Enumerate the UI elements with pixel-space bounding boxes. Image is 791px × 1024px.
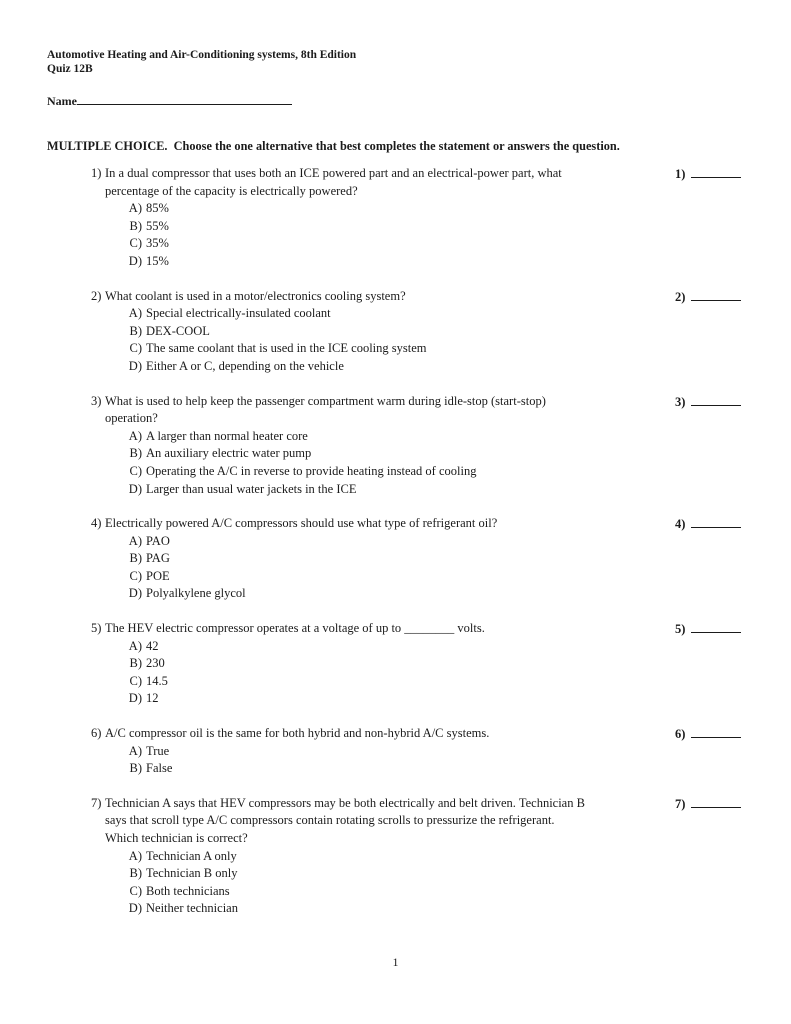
question-text bbox=[47, 515, 667, 533]
answer-slot bbox=[675, 165, 747, 184]
page-number: 1 bbox=[392, 955, 399, 969]
choices-list bbox=[47, 305, 667, 375]
question-number: 2) bbox=[91, 288, 102, 303]
question-number: 3) bbox=[91, 393, 102, 408]
question-number: 5) bbox=[91, 621, 102, 636]
choice-letter: B) bbox=[129, 323, 142, 338]
answer-slot bbox=[675, 725, 747, 744]
choice bbox=[125, 463, 667, 481]
choice bbox=[125, 305, 667, 323]
answer-blank-line bbox=[691, 725, 741, 738]
choice-text: Both technicians bbox=[146, 883, 230, 898]
choice bbox=[125, 585, 667, 603]
choice-letter: D) bbox=[128, 253, 142, 268]
choice bbox=[125, 655, 667, 673]
choices-list bbox=[47, 533, 667, 603]
answer-number: 6) bbox=[675, 727, 686, 742]
answer-blank-line bbox=[691, 795, 741, 808]
answer-number: 7) bbox=[675, 796, 686, 811]
choice-letter: C) bbox=[129, 236, 142, 251]
answer-number: 4) bbox=[675, 517, 686, 532]
choice bbox=[125, 428, 667, 446]
choice-letter: B) bbox=[129, 761, 142, 776]
choice bbox=[125, 533, 667, 551]
question-body bbox=[47, 515, 667, 603]
choice-text: Technician B only bbox=[146, 866, 238, 881]
choice-letter: B) bbox=[129, 551, 142, 566]
answer-number: 2) bbox=[675, 289, 686, 304]
questions-list bbox=[47, 165, 747, 918]
question-block bbox=[47, 620, 747, 708]
choice-text: Larger than usual water jackets in the ICE bbox=[146, 481, 357, 496]
choice-letter: A) bbox=[128, 533, 142, 548]
question-text bbox=[47, 725, 667, 743]
choice-text: 12 bbox=[146, 691, 159, 706]
answer-slot bbox=[675, 795, 747, 814]
question-number: 6) bbox=[91, 726, 102, 741]
answer-blank-line bbox=[691, 288, 741, 301]
answer-blank-line bbox=[691, 165, 741, 178]
choice-letter: A) bbox=[128, 743, 142, 758]
answer-slot bbox=[675, 620, 747, 639]
question-number: 1) bbox=[91, 166, 102, 180]
choice-text: The same coolant that is used in the ICE cooling system bbox=[146, 341, 427, 356]
choice-text: 15% bbox=[146, 253, 169, 268]
question-line-text: What is used to help keep the passenger compartment warm during idle-stop (start-stop) bbox=[105, 393, 546, 408]
choice-letter: B) bbox=[129, 218, 142, 233]
name-blank-line bbox=[77, 93, 292, 105]
choices-list bbox=[47, 200, 667, 270]
choice bbox=[125, 340, 667, 358]
choice bbox=[125, 865, 667, 883]
choice-text: DEX-COOL bbox=[146, 323, 210, 338]
choice-text: PAG bbox=[146, 551, 170, 566]
question-line bbox=[91, 620, 667, 638]
answer-blank-line bbox=[691, 620, 741, 633]
question-text bbox=[47, 165, 667, 200]
question-line: says that scroll type A/C compressors contain rotating scrolls to pressurize the refrigerant. bbox=[105, 813, 555, 828]
choice-text: 42 bbox=[146, 638, 159, 653]
choice-text: Neither technician bbox=[146, 901, 238, 916]
choice-letter: A) bbox=[128, 306, 142, 321]
question-line bbox=[91, 515, 667, 533]
choice-letter: A) bbox=[128, 638, 142, 653]
answer-blank-line bbox=[691, 393, 741, 406]
question-line bbox=[91, 393, 667, 411]
choice bbox=[125, 200, 667, 218]
question-line: Which technician is correct? bbox=[105, 831, 248, 845]
choice bbox=[125, 550, 667, 568]
choice-letter: C) bbox=[129, 673, 142, 688]
question-text bbox=[47, 620, 667, 638]
choice-letter: B) bbox=[129, 446, 142, 461]
question-body bbox=[47, 165, 667, 271]
answer-slot bbox=[675, 393, 747, 412]
choice-text: PAO bbox=[146, 533, 170, 548]
question-body bbox=[47, 795, 667, 918]
question-line: percentage of the capacity is electrically powered? bbox=[105, 183, 358, 198]
choice-letter: A) bbox=[128, 848, 142, 863]
choice bbox=[125, 638, 667, 656]
choice bbox=[125, 445, 667, 463]
choice-letter: C) bbox=[129, 341, 142, 356]
choice-text: Special electrically-insulated coolant bbox=[146, 306, 331, 321]
question-number: 7) bbox=[91, 795, 102, 810]
choice bbox=[125, 481, 667, 499]
answer-slot bbox=[675, 288, 747, 307]
answer-number: 5) bbox=[675, 622, 686, 637]
question-block bbox=[47, 288, 747, 376]
choice-text: 35% bbox=[146, 236, 169, 251]
question-line-text: A/C compressor oil is the same for both hybrid and non-hybrid A/C systems. bbox=[105, 726, 490, 741]
choice bbox=[125, 218, 667, 236]
choice bbox=[125, 690, 667, 708]
choice bbox=[125, 568, 667, 586]
choice-text: 14.5 bbox=[146, 673, 168, 688]
choice-text: Polyalkylene glycol bbox=[146, 586, 246, 601]
choice-letter: B) bbox=[129, 656, 142, 671]
choice-text: Operating the A/C in reverse to provide heating instead of cooling bbox=[146, 463, 477, 478]
choice-letter: C) bbox=[129, 883, 142, 898]
question-body bbox=[47, 393, 667, 499]
choice-text: Either A or C, depending on the vehicle bbox=[146, 358, 344, 373]
question-number: 4) bbox=[91, 516, 102, 531]
choice-text: 85% bbox=[146, 201, 169, 216]
choice bbox=[125, 760, 667, 778]
choice bbox=[125, 358, 667, 376]
choice-letter: A) bbox=[128, 428, 142, 443]
question-line-text: The HEV electric compressor operates at a voltage of up to ________ volts. bbox=[105, 621, 485, 636]
choice-letter: C) bbox=[129, 463, 142, 478]
choice-text: POE bbox=[146, 568, 170, 583]
choice bbox=[125, 900, 667, 918]
section-heading: MULTIPLE CHOICE. Choose the one alternative that best completes the statement or answers the question. bbox=[47, 139, 620, 153]
answer-slot bbox=[675, 515, 747, 534]
choice-text: 230 bbox=[146, 656, 165, 671]
choice-letter: D) bbox=[128, 901, 142, 916]
choice-letter: B) bbox=[129, 866, 142, 881]
choice-letter: D) bbox=[128, 358, 142, 373]
question-line bbox=[91, 165, 667, 183]
question-block bbox=[47, 725, 747, 778]
choice bbox=[125, 743, 667, 761]
question-text bbox=[47, 288, 667, 306]
choice-text: True bbox=[146, 743, 170, 758]
name-label: Name bbox=[47, 94, 77, 108]
choice-letter: C) bbox=[129, 568, 142, 583]
document-title: Automotive Heating and Air-Conditioning systems, 8th Edition bbox=[47, 49, 357, 61]
choice-letter: D) bbox=[128, 481, 142, 496]
question-line-text: Electrically powered A/C compressors should use what type of refrigerant oil? bbox=[105, 516, 498, 531]
choices-list bbox=[47, 638, 667, 708]
question-text bbox=[47, 393, 667, 428]
choice bbox=[125, 323, 667, 341]
answer-blank-line bbox=[691, 515, 741, 528]
question-body bbox=[47, 288, 667, 376]
choices-list bbox=[47, 428, 667, 498]
choice bbox=[125, 673, 667, 691]
question-line bbox=[91, 795, 667, 813]
quiz-label: Quiz 12B bbox=[47, 63, 93, 75]
choice-text: Technician A only bbox=[146, 848, 237, 863]
question-line bbox=[91, 288, 667, 306]
question-block bbox=[47, 393, 747, 499]
choices-list bbox=[47, 743, 667, 778]
choice-letter: D) bbox=[128, 586, 142, 601]
choice bbox=[125, 235, 667, 253]
question-block bbox=[47, 515, 747, 603]
question-line: operation? bbox=[105, 411, 158, 426]
choice-text: 55% bbox=[146, 218, 169, 233]
question-line bbox=[91, 725, 667, 743]
question-line-text: In a dual compressor that uses both an ICE powered part and an electrical-power part, what bbox=[105, 166, 562, 180]
choice-letter: A) bbox=[128, 201, 142, 216]
choice-text: An auxiliary electric water pump bbox=[146, 446, 312, 461]
question-line-text: What coolant is used in a motor/electronics cooling system? bbox=[105, 288, 406, 303]
choice bbox=[125, 883, 667, 901]
choice bbox=[125, 253, 667, 271]
choice-text: A larger than normal heater core bbox=[146, 428, 308, 443]
question-block bbox=[47, 165, 747, 271]
question-text bbox=[47, 795, 667, 848]
question-line-text: Technician A says that HEV compressors may be both electrically and belt driven. Technician B bbox=[105, 795, 585, 810]
name-row bbox=[47, 93, 747, 109]
choice bbox=[125, 848, 667, 866]
question-body bbox=[47, 620, 667, 708]
choice-letter: D) bbox=[128, 691, 142, 706]
choice-text: False bbox=[146, 761, 173, 776]
choices-list bbox=[47, 848, 667, 918]
answer-number: 3) bbox=[675, 394, 686, 409]
question-block bbox=[47, 795, 747, 918]
document-header bbox=[47, 48, 747, 76]
answer-number: 1) bbox=[675, 167, 686, 181]
question-body bbox=[47, 725, 667, 778]
